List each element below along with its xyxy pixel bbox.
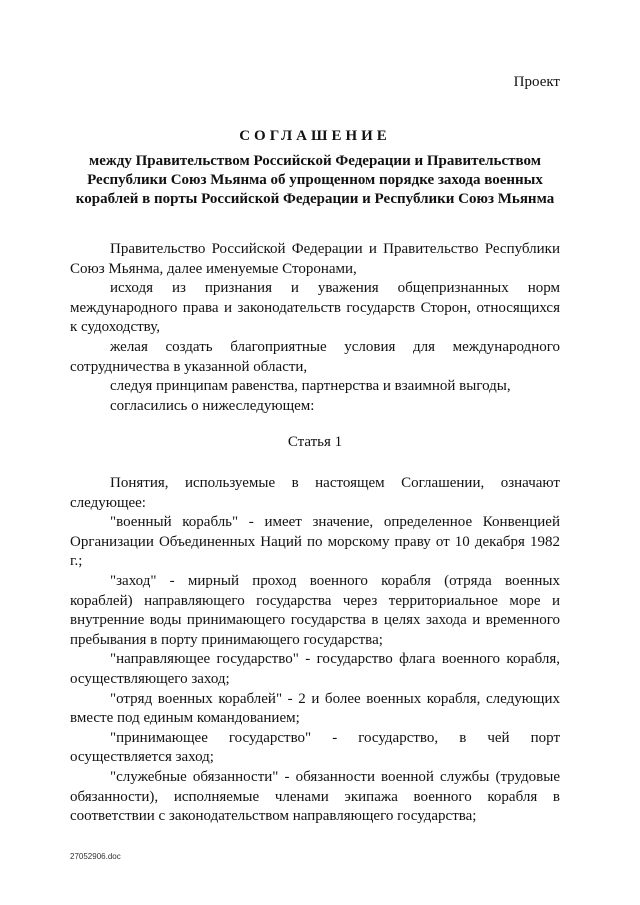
preamble-paragraph: желая создать благоприятные условия для международного сотрудничества в указанной области, [70, 338, 560, 375]
article-paragraph: "направляющее государство" - государство флага военного корабля, осуществляющего заход; [70, 651, 560, 687]
article-paragraph: Понятия, используемые в настоящем Соглашении, означают следующее: [70, 475, 560, 511]
document-page [70, 0, 560, 905]
document-title: СОГЛАШЕНИЕ [239, 128, 391, 144]
draft-label: Проект [513, 74, 560, 90]
preamble-paragraph: Правительство Российской Федерации и Правительство Республики Союз Мьянма, далее именуемые Сторонами, [70, 241, 560, 277]
article-heading: Статья 1 [287, 434, 343, 450]
article-paragraph: "служебные обязанности" - обязанности военной службы (трудовые обязанности), исполняемые членами экипажа военного корабля в соответствии с законодательством направляющего государства; [70, 768, 560, 825]
preamble-paragraph: следуя принципам равенства, партнерства и взаимной выгоды, [110, 378, 511, 395]
article-paragraph: "военный корабль" - имеет значение, определенное Конвенцией Организации Объединенных Наций по морскому праву от 10 декабря 1982 г.; [70, 514, 560, 570]
article-paragraph: "принимающее государство" - государство, в чей порт осуществляется заход; [70, 729, 560, 766]
article-paragraph: "отряд военных кораблей" - 2 и более военных корабля, следующих вместе под единым командованием; [70, 690, 560, 727]
article-body [70, 474, 560, 827]
article-paragraph: "заход" - мирный проход военного корабля (отряда военных кораблей) направляющего государства через территориальное море и внутренние воды принимающего государства в целях захода и временного пребывания в порту принимающего государства; [70, 572, 560, 648]
preamble-paragraph: согласились о нижеследующем: [110, 397, 315, 414]
preamble [70, 240, 560, 416]
footer-file-code: 27052906.doc [70, 852, 121, 861]
preamble-paragraph: исходя из признания и уважения общепризнанных норм международного права и законодательств государств Сторон, относящихся к судоходству, [70, 280, 560, 336]
document-subtitle: между Правительством Российской Федерации и Правительством Республики Союз Мьянма об упрощенном порядке захода военных кораблей в порты Российской Федерации и Республики Союз Мьянма [75, 153, 555, 207]
